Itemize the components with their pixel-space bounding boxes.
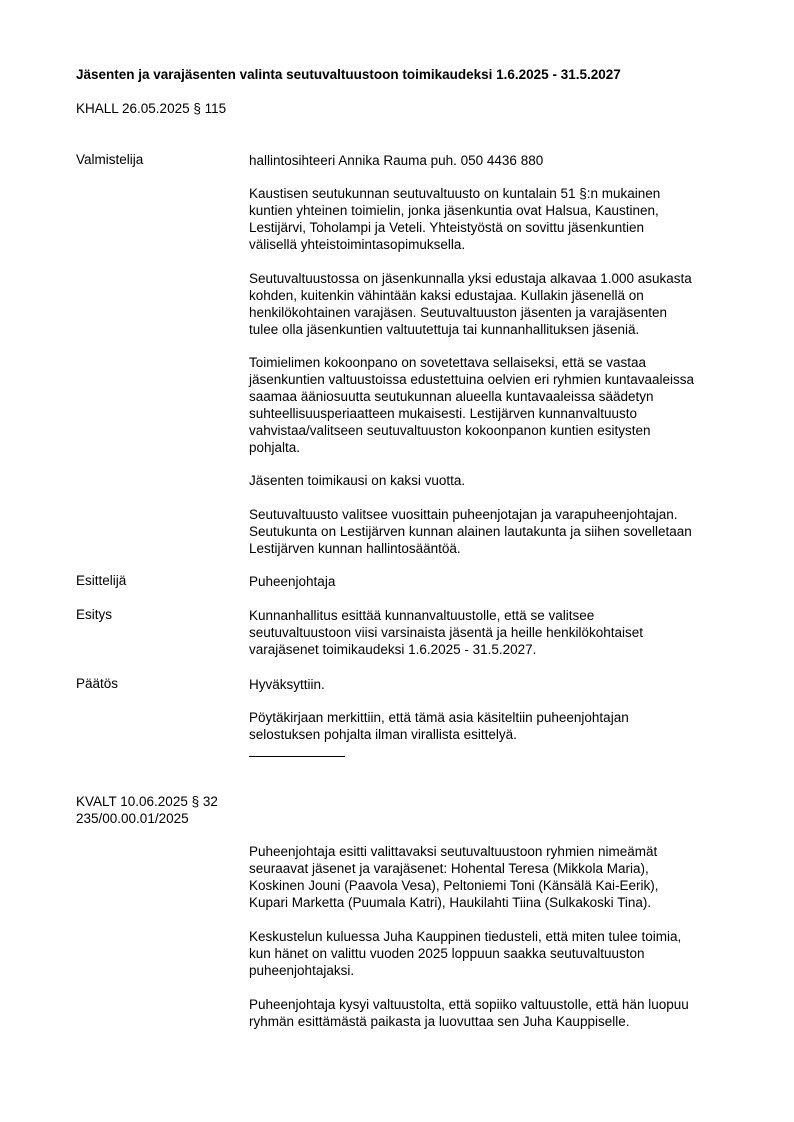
text-line: Toimielimen kokoonpano on sovetettava sellaiseksi, että se vastaa: [249, 355, 646, 370]
text-line: Seutuvaltuusto valitsee vuosittain puheenjotajan ja varapuheenjohtajan.: [249, 507, 678, 522]
text-line: tulee olla jäsenkuntien valtuutettuja tai kunnanhallituksen jäseniä.: [249, 322, 640, 337]
presenter-value: Puheenjohtaja: [249, 574, 336, 589]
text-line: vahvistaa/valitseen seutuvaltuuston kokoonpanon kuntien esitysten: [249, 423, 651, 438]
decision-value: Hyväksyttiin.: [249, 677, 325, 692]
proposal-text: [249, 607, 749, 658]
text-line: jäsenkuntien valtuustoissa edustettuina oelvien eri ryhmien kuntavaaleissa: [249, 372, 695, 387]
text-line: ryhmän esittämästä paikasta ja luovuttaa sen Juha Kauppiselle.: [249, 1014, 630, 1029]
text-line: Puheenjohtaja kysyi valtuustolta, että sopiiko valtuustolle, että hän luopuu: [249, 997, 689, 1012]
text-line: kohden, kuitenkin vähintään kaksi edustajaa. Kullakin jäsenellä on: [249, 288, 644, 303]
presenter-label: Esittelijä: [76, 573, 127, 588]
decision-label: Päätös: [76, 676, 119, 691]
khall-paragraph-2: [249, 270, 749, 338]
preparer-value: hallintosihteeri Annika Rauma puh. 050 4436 880: [249, 153, 544, 168]
text-line: seuraavat jäsenet ja varajäsenet: Hohental Teresa (Mikkola Maria),: [249, 861, 649, 876]
text-line: Kupari Marketta (Puumala Katri), Haukilahti Tiina (Sulkakoski Tina).: [249, 895, 652, 910]
text-line: Keskustelun kuluessa Juha Kauppinen tiedusteli, että miten tulee toimia,: [249, 929, 682, 944]
file-number: 235/00.00.01/2025: [76, 811, 189, 826]
khall-reference: KHALL 26.05.2025 § 115: [76, 101, 227, 116]
text-line: Pöytäkirjaan merkittiin, että tämä asia käsiteltiin puheenjohtajan: [249, 710, 629, 725]
khall-paragraph-5: [249, 506, 749, 557]
khall-paragraph-4: [249, 472, 749, 489]
text-line: Lestijärvi, Toholampi ja Veteli. Yhteistyöstä on sovittu jäsenkuntien: [249, 220, 644, 235]
section-divider: [249, 756, 345, 757]
text-line: Seutukunta on Lestijärven kunnan alainen lautakunta ja siihen sovelletaan: [249, 524, 692, 539]
text-line: kun hänet on valittu vuoden 2025 loppuun saakka seutuvaltuuston: [249, 946, 645, 961]
text-line: selostuksen pohjalta ilman virallista esittelyä.: [249, 727, 517, 742]
text-line: Kunnanhallitus esittää kunnanvaltuustolle, että se valitsee: [249, 608, 595, 623]
text-line: puheenjohtajaksi.: [249, 963, 355, 978]
text-line: Lestijärven kunnan hallintosääntöä.: [249, 541, 461, 556]
kvalt-paragraph-2: [249, 928, 749, 979]
text-line: Koskinen Jouni (Paavola Vesa), Peltoniemi Toni (Känsälä Kai-Eerik),: [249, 878, 659, 893]
proposal-label: Esitys: [76, 607, 113, 622]
text-line: suhteellisuusperiaatteen mukaisesti. Lestijärven kunnanvaltuusto: [249, 406, 637, 421]
text-line: pohjalta.: [249, 440, 301, 455]
khall-paragraph-1: [249, 185, 749, 253]
khall-paragraph-3: [249, 354, 749, 456]
text-line: Puheenjohtaja esitti valittavaksi seutuvaltuustoon ryhmien nimeämät: [249, 844, 658, 859]
text-line: Jäsenten toimikausi on kaksi vuotta.: [249, 473, 466, 488]
document-title: Jäsenten ja varajäsenten valinta seutuvaltuustoon toimikaudeksi 1.6.2025 - 31.5.2027: [76, 67, 621, 82]
text-line: seutuvaltuustoon viisi varsinaista jäsentä ja heille henkilökohtaiset: [249, 625, 643, 640]
text-line: varajäsenet toimikaudeksi 1.6.2025 - 31.5.2027.: [249, 642, 537, 657]
text-line: Kaustisen seutukunnan seutuvaltuusto on kuntalain 51 §:n mukainen: [249, 186, 661, 201]
kvalt-paragraph-3: [249, 996, 749, 1030]
kvalt-ref-line: KVALT 10.06.2025 § 32: [76, 794, 218, 809]
text-line: Seutuvaltuustossa on jäsenkunnalla yksi edustaja alkavaa 1.000 asukasta: [249, 271, 692, 286]
text-line: välisellä yhteistoimintasopimuksella.: [249, 237, 466, 252]
text-line: henkilökohtainen varajäsen. Seutuvaltuuston jäsenten ja varajäsenten: [249, 305, 668, 320]
text-line: kuntien yhteinen toimielin, jonka jäsenkuntia ovat Halsua, Kaustinen,: [249, 203, 659, 218]
decision-note: [249, 709, 749, 743]
kvalt-paragraph-1: [249, 843, 749, 911]
text-line: saamaa ääniosuutta seutukunnan alueella kuntavaaleissa säädetyn: [249, 389, 654, 404]
preparer-label: Valmistelija: [76, 152, 144, 167]
kvalt-reference: [76, 793, 218, 827]
